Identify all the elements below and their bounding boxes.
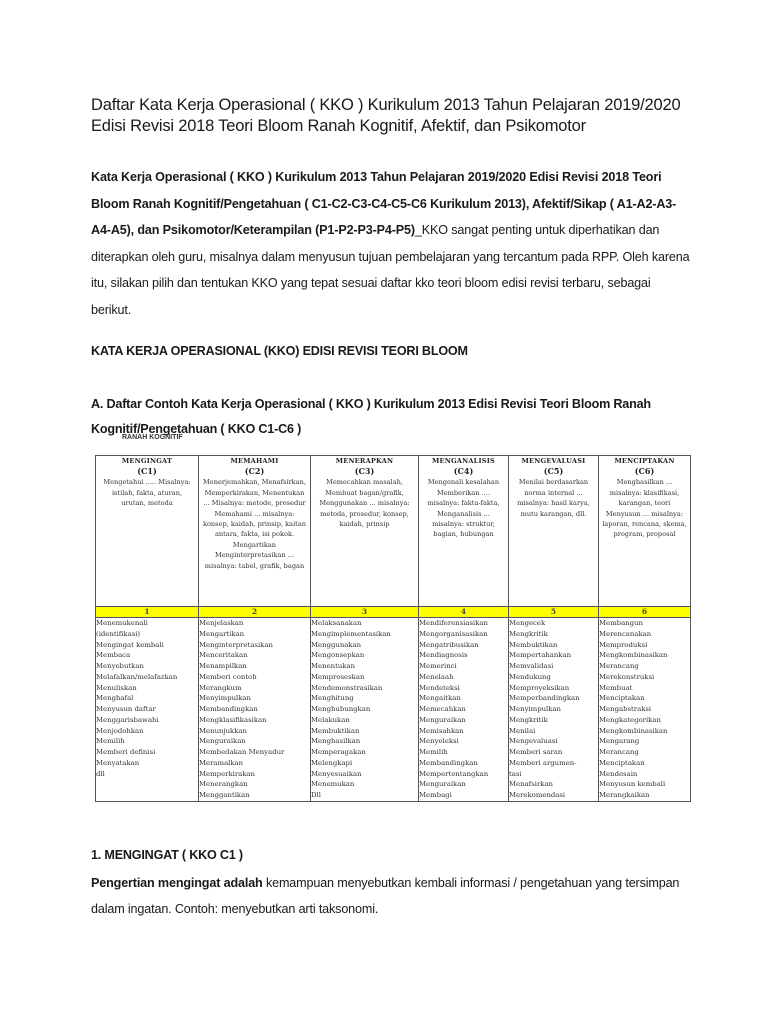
verb-item: Memperagakan <box>311 748 366 756</box>
verb-item: Menggunakan <box>311 640 362 649</box>
verb-item: Menemukenali <box>96 619 148 627</box>
verb-item: Menuliskan <box>96 683 137 692</box>
verb-item: Memilih <box>419 748 448 756</box>
verbs-cell-c1 <box>96 618 199 802</box>
verb-item: Melafalkan/melafazkan <box>96 672 178 681</box>
verb-item: Menceritakan <box>199 651 248 660</box>
document-title: Daftar Kata Kerja Operasional ( KKO ) Kurikulum 2013 Tahun Pelajaran 2019/2020 Edisi Revisi 2018 Teori Bloom Ranah Kognitif, Afektif, dan Psikomotor <box>91 96 681 135</box>
verb-item: Mendesain <box>599 769 638 778</box>
verb-item: Mengingat kembali <box>96 640 164 649</box>
verb-item: Menelaah <box>419 672 454 681</box>
header-cell-c4: MENGANALISIS (C4) Mengenali kesalahan Memberikan .... misalnya: fakta-fakta, Menganalisis ... misalnya: struktur, bagian, hubungan <box>419 456 509 607</box>
verb-item: Menciptakan <box>599 758 645 767</box>
verb-item: Mempertahankan <box>509 651 572 660</box>
header-cell-c5: MENGEVALUASI (C5) Menilai berdasarkan norma internal ... misalnya: hasil karya, mutu karangan, dll. <box>509 456 599 607</box>
verb-item: Menyimpulkan <box>199 694 251 703</box>
verb-item: Merancang <box>599 662 639 670</box>
verb-item: Menguraikan <box>419 715 466 724</box>
verb-item: Mengkritik <box>509 715 548 724</box>
verb-item: Membedakan Menyadur <box>199 748 285 756</box>
intro-paragraph <box>91 164 691 323</box>
verb-item: Membandingkan <box>419 758 478 767</box>
verb-item: Memberi definisi <box>96 748 156 756</box>
verb-item: Mengorganisasikan <box>419 629 488 638</box>
verb-item: Menghafal <box>96 694 134 703</box>
verb-item: dll <box>96 769 105 778</box>
verb-item: Merangkaikan <box>599 791 650 799</box>
verb-item: Meramalkan <box>199 758 244 767</box>
intro-normal-text: _KKO sangat penting untuk diperhatikan dan diterapkan oleh guru, misalnya dalam menyusun tujuan pembelajaran yang tercantum pada RPP. Oleh karena itu, silakan pilih dan tentukan KKO yang tepat sesuai daftar kko teori bloom edisi revisi terbaru, sebagai berikut. <box>91 223 690 317</box>
verb-item: Menyusun kembali <box>599 780 666 789</box>
verb-item: Menghasilkan <box>311 737 361 746</box>
table-caption: RANAH KOGNITIF <box>122 434 183 441</box>
verb-item: Memberi argumen- <box>509 758 577 767</box>
verb-item: Menyesuaikan <box>311 769 362 778</box>
verb-item: Membaca <box>96 651 131 660</box>
verb-item: Mengkategorikan <box>599 715 661 724</box>
verb-item: Mengartikan <box>199 629 245 638</box>
verb-item: Mengevaluasi <box>509 737 558 746</box>
verb-item: Menginterpretasikan <box>199 640 273 649</box>
verb-item: Menggarisbawahi <box>96 715 159 724</box>
verb-item: (identifikasi) <box>96 629 141 638</box>
verb-item: Merekonstruksi <box>599 672 655 681</box>
verb-item: Mengkombinasikan <box>599 651 668 660</box>
definition-paragraph <box>91 870 691 922</box>
verb-item: Menentukan <box>311 662 356 670</box>
number-cell: 2 <box>199 607 311 618</box>
verb-item: Dll <box>311 791 321 799</box>
verb-item: Menghitung <box>311 694 354 703</box>
header-cell-c1: MENGINGAT (C1) Mengetahui ..... Misalnya: istilah, fakta, aturan, urutan, metoda <box>96 456 199 607</box>
subsection-heading: A. Daftar Contoh Kata Kerja Operasional ( KKO ) Kurikulum 2013 Edisi Revisi Teori Bloom Ranah Kognitif/Pengetahuan ( KKO C1-C6 ) <box>91 397 651 436</box>
verb-item: Menyimpulkan <box>509 705 561 713</box>
verbs-cell-c6 <box>599 618 691 802</box>
verb-item: Merangkum <box>199 683 242 692</box>
table-verbs-row <box>96 618 691 802</box>
verb-item: Memilih <box>96 737 125 746</box>
number-cell: 6 <box>599 607 691 618</box>
verb-item: Membandingkan <box>199 705 258 713</box>
table-number-row <box>96 607 691 618</box>
verb-item: Melaksanakan <box>311 619 362 627</box>
verb-item: Menyusun daftar <box>96 705 156 713</box>
verb-item: Mengatribusikan <box>419 640 479 649</box>
verb-item: Membagi <box>419 791 452 799</box>
verb-item: Menggantikan <box>199 791 250 799</box>
verb-item: Menunjukkan <box>199 726 247 735</box>
verb-item: Memerinci <box>419 662 457 670</box>
verb-item: Mengonsepkan <box>311 651 365 660</box>
verb-item: Merancang <box>599 748 639 756</box>
verbs-cell-c4 <box>419 618 509 802</box>
number-cell: 3 <box>311 607 419 618</box>
verb-item: Mengkombinasikan <box>599 726 668 735</box>
verb-item: Membuat <box>599 683 633 692</box>
verb-item: Memperbandingkan <box>509 694 580 703</box>
verb-item: Membangun <box>599 619 643 627</box>
verb-item: Memberi saran <box>509 748 563 756</box>
verb-item: Memisahkan <box>419 726 464 735</box>
item-heading: 1. MENGINGAT ( KKO C1 ) <box>91 848 243 862</box>
verb-item: Melakukan <box>311 715 350 724</box>
verb-item: Merencanakan <box>599 629 652 638</box>
verb-item: Menafsirkan <box>509 780 553 789</box>
verb-item: Menciptakan <box>599 694 645 703</box>
verb-item: Mendukung <box>509 672 551 681</box>
verb-item: Membuktikan <box>509 640 558 649</box>
intro-bold-text: Kata Kerja Operasional ( KKO ) Kurikulum 2013 Tahun Pelajaran 2019/2020 Edisi Revisi 2018 Teori Bloom Ranah Kognitif/Pengetahuan ( C1-C2-C3-C4-C5-C6 Kurikulum 2013), Afektif/Sikap ( A1-A2-A3-A4-A5), dan Psikomotor/Keterampilan (P1-P2-P3-P4-P5) <box>91 170 677 237</box>
verb-item: Mengkritik <box>509 629 548 638</box>
verb-item: tasi <box>509 769 522 778</box>
verb-item: Memvalidasi <box>509 662 554 670</box>
verb-item: Menerangkan <box>199 780 248 789</box>
header-cell-c2: MEMAHAMI (C2) Menerjemahkan, Menafsirkan, Memperkirakan, Menentukan ... Misalnya: metode, prosedur Memahami ... misalnya: konsep, kaidah, prinsip, kaitan antara, fakta, isi pokok. Mengartikan Menginterpretasikan ... misalnya: tabel, grafik, bagan <box>199 456 311 607</box>
definition-bold-text: Pengertian mengingat adalah <box>91 876 263 890</box>
verb-item: Menghubungkan <box>311 705 371 713</box>
verb-item: Menguraikan <box>419 780 466 789</box>
table-header-row <box>96 456 691 607</box>
verb-item: Memberi contoh <box>199 672 257 681</box>
verb-item: Mengaitkan <box>419 694 461 703</box>
kko-table <box>95 455 691 802</box>
verb-item: Memproduksi <box>599 640 648 649</box>
verb-item: Memproseskan <box>311 672 365 681</box>
verb-item: Mendiagnosis <box>419 651 468 660</box>
header-cell-c6: MENCIPTAKAN (C6) Menghasilkan ... misalnya: klasifikasi, karangan, teori Menyusun ... misalnya: laporan, rencana, skema, program, proposal <box>599 456 691 607</box>
header-cell-c3: MENERAPKAN (C3) Memecahkan masalah, Membuat bagan/grafik, Menggunakan ... misalnya: metoda, prosedur, konsep, kaidah, prinsip <box>311 456 419 607</box>
verb-item: Mengarang <box>599 737 640 746</box>
verb-item: Memecahkan <box>419 705 466 713</box>
verb-item: Menjelaskan <box>199 619 244 627</box>
verb-item: Memperkirakan <box>199 769 255 778</box>
verb-item: Mendiferensiasikan <box>419 619 488 627</box>
verb-item: Menyeleksi <box>419 737 459 746</box>
verbs-cell-c3 <box>311 618 419 802</box>
verb-item: Merekomendasi <box>509 791 566 799</box>
verb-item: Melengkapi <box>311 758 353 767</box>
verb-item: Membuktikan <box>311 726 360 735</box>
verb-item: Menilai <box>509 726 536 735</box>
verbs-cell-c5 <box>509 618 599 802</box>
number-cell: 1 <box>96 607 199 618</box>
definition-normal-text: kemampuan menyebutkan kembali informasi / pengetahuan yang tersimpan dalam ingatan. Contoh: menyebutkan arti taksonomi. <box>91 876 680 916</box>
verb-item: Menemukan <box>311 780 355 789</box>
verb-item: Mengabstraksi <box>599 705 652 713</box>
verb-item: Menguraikan <box>199 737 246 746</box>
verb-item: Menampilkan <box>199 662 247 670</box>
verb-item: Mendeteksi <box>419 683 460 692</box>
number-cell: 5 <box>509 607 599 618</box>
verb-item: Menyebutkan <box>96 662 144 670</box>
verb-item: Mengklasifikasikan <box>199 715 267 724</box>
verb-item: Menjodohkan <box>96 726 144 735</box>
verbs-cell-c2 <box>199 618 311 802</box>
verb-item: Mendemonstrasikan <box>311 683 383 692</box>
verb-item: Memproyeksikan <box>509 683 570 692</box>
verb-item: Menyatakan <box>96 758 140 767</box>
verb-item: Mengimplementasikan <box>311 629 391 638</box>
verb-item: Mengecek <box>509 619 546 627</box>
number-cell: 4 <box>419 607 509 618</box>
verb-item: Mempertentangkan <box>419 769 489 778</box>
section-heading: KATA KERJA OPERASIONAL (KKO) EDISI REVISI TEORI BLOOM <box>91 344 468 358</box>
